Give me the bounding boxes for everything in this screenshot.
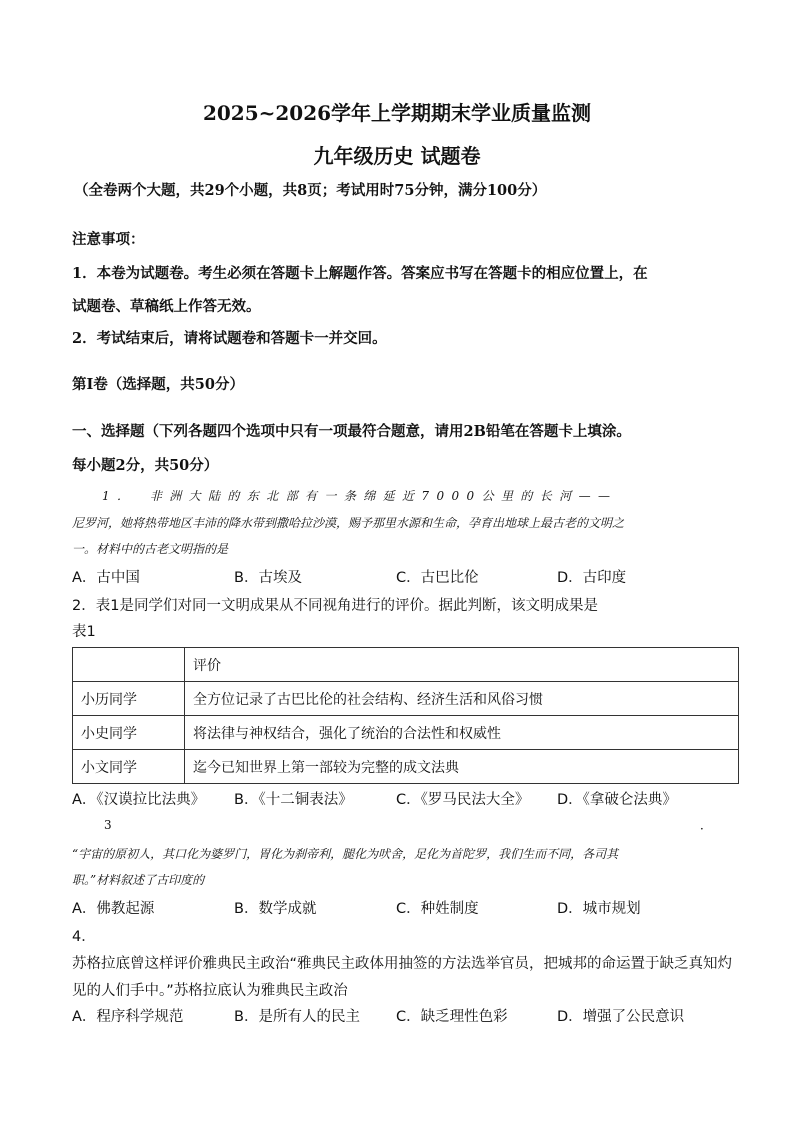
q1-option-a: A．古中国 — [72, 570, 140, 586]
table-cell-evaluation: 迄今已知世界上第一部较为完整的成文法典 — [185, 750, 739, 784]
q2-option-a: A．《汉谟拉比法典》 — [72, 792, 206, 808]
q2-option-d: D．《拿破仑法典》 — [557, 792, 677, 808]
table-cell-student: 小史同学 — [73, 716, 185, 750]
exam-info: （全卷两个大题，共29个小题，共8页；考试用时75分钟，满分100分） — [74, 182, 547, 199]
table-header-cell: 评价 — [185, 648, 739, 682]
q4-option-b: B．是所有人的民主 — [234, 1009, 360, 1025]
table-cell-evaluation: 全方位记录了古巴比伦的社会结构、经济生活和风俗习惯 — [185, 682, 739, 716]
q3-number-dot: ． — [700, 818, 713, 832]
q4-option-a: A．程序科学规范 — [72, 1009, 184, 1025]
table-row — [73, 716, 739, 750]
table-cell-student: 小文同学 — [73, 750, 185, 784]
table-header-row — [73, 648, 739, 682]
table-cell-student: 小历同学 — [73, 682, 185, 716]
q2-stem: 2．表1是同学们对同一文明成果从不同视角进行的评价。据此判断，该文明成果是 — [72, 598, 598, 614]
table-cell-evaluation: 将法律与神权结合，强化了统治的合法性和权威性 — [185, 716, 739, 750]
q2-table-caption: 表1 — [72, 624, 96, 640]
notice-item-1-line-2: 试题卷、草稿纸上作答无效。 — [72, 298, 261, 315]
part1-heading: 第Ⅰ卷（选择题，共50分） — [72, 376, 244, 393]
q4-number: 4． — [72, 929, 96, 945]
q3-line-2: 职。”材料叙述了古印度的 — [72, 873, 205, 887]
q3-option-c: C．种姓制度 — [396, 901, 479, 917]
q1-line-1: 1． 非洲大陆的东北部有一条绵延近7000公里的长河—— — [102, 489, 618, 503]
q1-option-d: D．古印度 — [557, 570, 627, 586]
table-row — [73, 750, 739, 784]
q3-line-1: “宇宙的原初人，其口化为婆罗门，胃化为刹帝利，腿化为吠舍，足化为首陀罗，我们生而不同，各司其 — [72, 847, 619, 861]
notice-heading: 注意事项： — [72, 231, 145, 248]
q2-option-b: B．《十二铜表法》 — [234, 792, 353, 808]
exam-title: 2025~2026学年上学期期末学业质量监测 — [202, 101, 592, 125]
q3-option-d: D．城市规划 — [557, 901, 641, 917]
q4-line-2: 见的人们手中。”苏格拉底认为雅典民主政治 — [72, 983, 348, 999]
q4-option-d: D．增强了公民意识 — [557, 1009, 685, 1025]
section-heading-line-2: 每小题2分，共50分） — [72, 457, 219, 474]
section-heading-line-1: 一、选择题（下列各题四个选项中只有一项最符合题意，请用2B铅笔在答题卡上填涂。 — [72, 423, 631, 440]
q3-option-b: B．数学成就 — [234, 901, 317, 917]
notice-item-2: 2．考试结束后，请将试题卷和答题卡一并交回。 — [72, 330, 387, 347]
q2-evaluation-table — [72, 647, 739, 784]
notice-item-1-line-1: 1．本卷为试题卷。考生必须在答题卡上解题作答。答案应书写在答题卡的相应位置上，在 — [72, 265, 648, 282]
exam-subtitle: 九年级历史 试题卷 — [313, 144, 481, 168]
table-row — [73, 682, 739, 716]
q2-option-c: C．《罗马民法大全》 — [396, 792, 530, 808]
table-header-cell — [73, 648, 185, 682]
q3-option-a: A．佛教起源 — [72, 901, 155, 917]
q4-line-1: 苏格拉底曾这样评价雅典民主政治“雅典民主政体用抽签的方法选举官员，把城邦的命运置于缺乏真知灼 — [72, 956, 733, 972]
q3-number: 3 — [104, 818, 112, 832]
q1-option-b: B．古埃及 — [234, 570, 302, 586]
q1-line-2: 尼罗河，她将热带地区丰沛的降水带到撒哈拉沙漠，赐予那里水源和生命，孕育出地球上最古老的文明之 — [72, 516, 625, 530]
q1-line-3: 一。材料中的古老文明指的是 — [72, 542, 229, 556]
q1-option-c: C．古巴比伦 — [396, 570, 479, 586]
q4-option-c: C．缺乏理性色彩 — [396, 1009, 508, 1025]
